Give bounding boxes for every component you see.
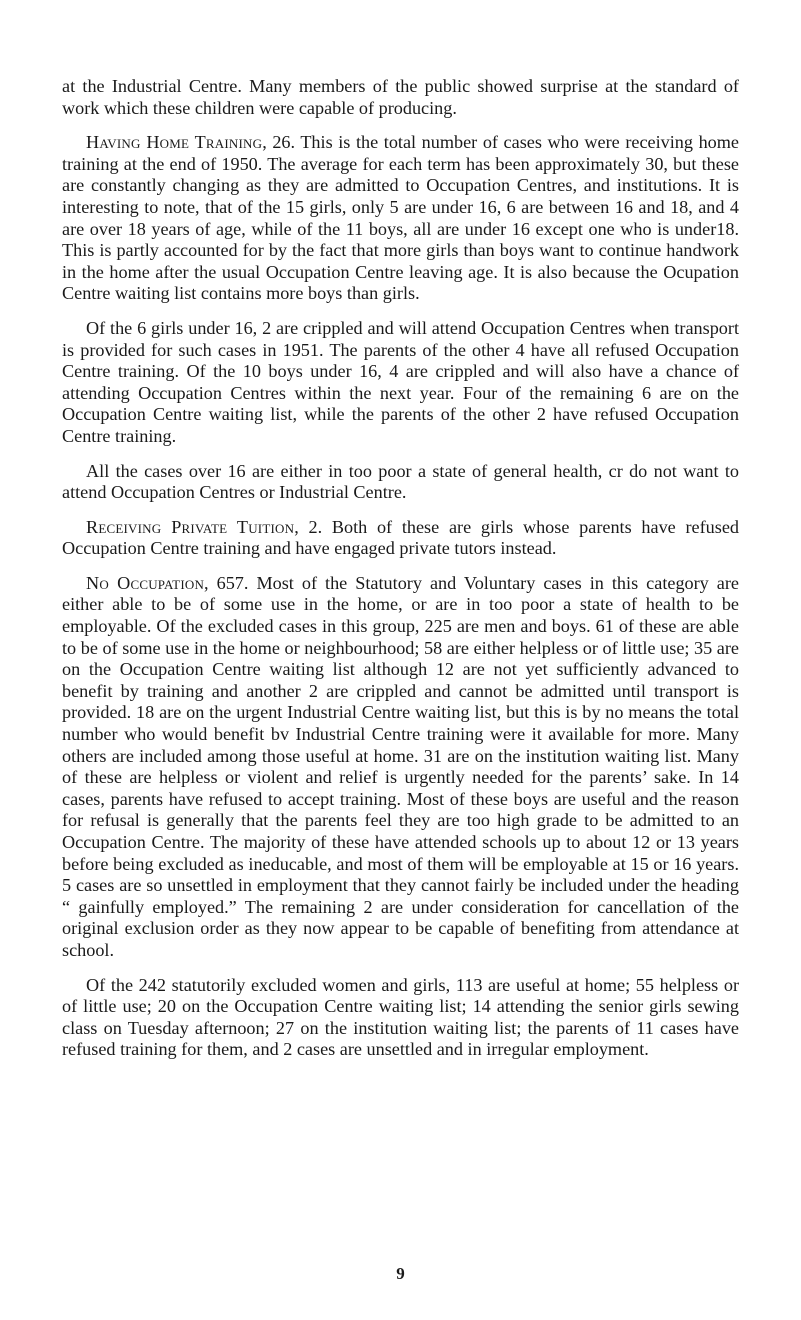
paragraph-no-occupation: [62, 573, 739, 962]
section-heading: Receiving Private Tuition: [86, 516, 295, 537]
paragraph-text: Of the 242 statutorily excluded women and girls, 113 are useful at home; 55 helpless or of little use; 20 on the Occupation Centre waiting list; 14 attending the senior girls sewing class on Tuesday afternoon; 27 on the institution waiting list; the parents of 11 cases have refused training for them, and 2 cases are unsettled and in irregular employment.: [62, 974, 739, 1060]
paragraph-text: , 2. Both of these are girls whose parents have refused Occupation Centre training and have engaged private tutors instead.: [62, 516, 739, 559]
paragraph-text: Of the 6 girls under 16, 2 are crippled and will attend Occupation Centres when transport is provided for such cases in 1951. The parents of the other 4 have all refused Occupation Centre training. Of the 10 boys under 16, 4 are crippled and will also have a chance of attending Occupation Centres within the next year. Four of the remaining 6 are on the Occupation Centre waiting list, while the parents of the other 2 have refused Occupation Centre training.: [62, 317, 739, 446]
paragraph-home-training: [62, 132, 739, 305]
section-heading: Having Home Training: [86, 132, 263, 153]
paragraph-text: at the Industrial Centre. Many members of the public showed surprise at the standard of work which these children were capable of producing.: [62, 76, 739, 118]
paragraph-continuation: [62, 76, 739, 119]
document-body: [62, 76, 739, 1074]
paragraph-text: All the cases over 16 are either in too poor a state of general health, cr do not want to attend Occupation Centres or Industrial Centre.: [62, 460, 739, 503]
section-heading: No Occupation: [86, 572, 205, 593]
paragraph-private-tuition: [62, 517, 739, 560]
paragraph-text: , 26. This is the total number of cases who were receiving home training at the end of 1950. The average for each term has been approximately 30, but these are constantly changing as they are admitted to Occupation Centres, and institutions. It is interesting to note, that of the 15 girls, only 5 are under 16, 6 are between 16 and 18, and 4 are over 18 years of age, while of the 11 boys, all are under 16 except one who is under18. This is partly accounted for by the fact that more girls than boys want to continue handwork in the home after the usual Occupation Centre leaving age. It is also because the Ocupation Centre waiting list contains more boys than girls.: [62, 132, 739, 304]
paragraph-cases-over-16: [62, 461, 739, 504]
paragraph-women-and-girls: [62, 975, 739, 1061]
page-number: 9: [396, 1264, 405, 1283]
paragraph-girls-under-16: [62, 318, 739, 448]
paragraph-text: , 657. Most of the Statutory and Voluntary cases in this category are either able to be of some use in the home, or are in too poor a state of health to be employable. Of the excluded cases in this group, 225 are men and boys. 61 of these are able to be of some use in the home or neighbourhood; 58 are either helpless or of little use; 35 are on the Occupation Centre waiting list although 12 are not yet sufficiently advanced to benefit by training and another 2 are crippled and cannot be admitted until transport is provided. 18 are on the urgent Industrial Centre waiting list, but this is by no means the total number who would benefit bv Industrial Centre training were it available for more. Many others are included among those useful at home. 31 are on the institution waiting list. Many of these are helpless or violent and relief is urgently needed for the parents’ sake. In 14 cases, parents have refused to accept training. Most of these boys are useful and the reason for refusal is generally that the parents feel they are too high grade to be admitted to an Occupation Centre. The majority of these have attended schools up to about 12 or 13 years before being excluded as ineducable, and most of them will be employable at 15 or 16 years. 5 cases are so unsettled in employment that they cannot fairly be included under the heading “ gainfully employed.” The remaining 2 are under consideration for cancellation of the original exclusion order as they now appear to be capable of benefiting from attendance at school.: [62, 572, 739, 960]
